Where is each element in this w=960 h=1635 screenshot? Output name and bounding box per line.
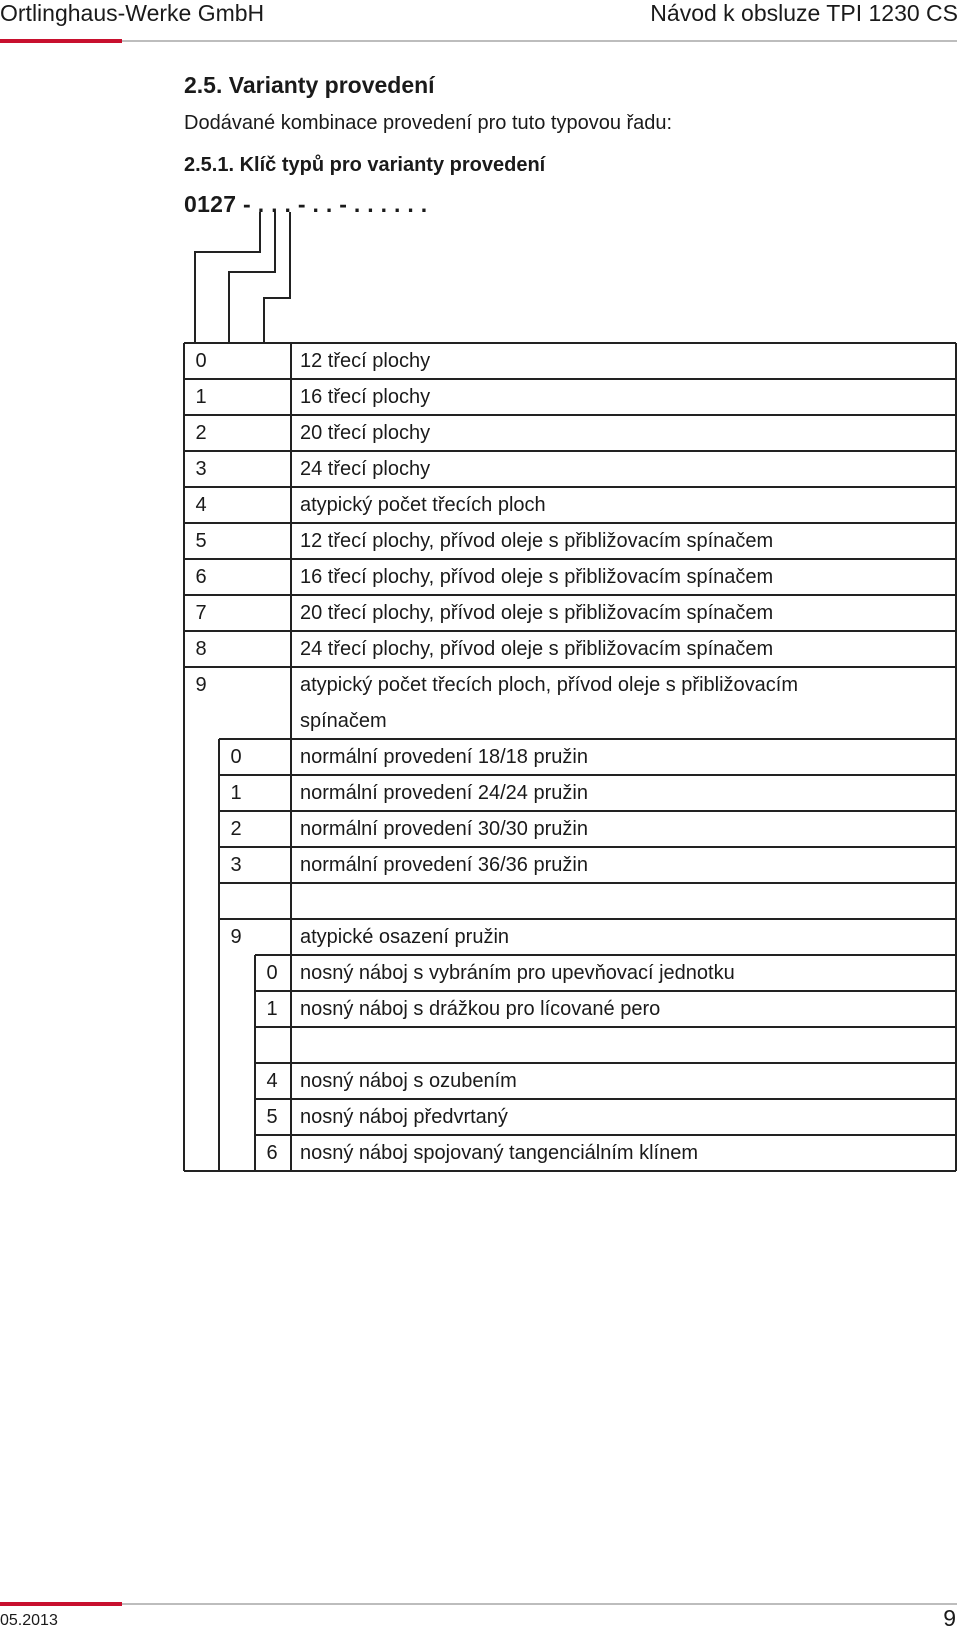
page-number: 9 xyxy=(943,1605,956,1631)
key-digit-group3: 4 xyxy=(266,1070,278,1092)
key-digit-group1: 6 xyxy=(195,566,207,588)
key-digit-group2: 1 xyxy=(230,782,242,804)
variant-description: 24 třecí plochy, přívod oleje s přibližovacím spínačem xyxy=(300,638,774,660)
key-digit-group3: 0 xyxy=(266,962,278,984)
variant-description: 12 třecí plochy, přívod oleje s přibližovacím spínačem xyxy=(300,530,774,552)
variant-description: atypický počet třecích ploch, přívod oleje s přibližovacím xyxy=(300,674,798,696)
key-digit-group1: 9 xyxy=(195,674,207,696)
variant-description: 20 třecí plochy, přívod oleje s přibližovacím spínačem xyxy=(300,602,774,624)
variant-description: 24 třecí plochy xyxy=(300,458,431,480)
document-title: Návod k obsluze TPI 1230 CS xyxy=(650,0,958,26)
section-heading: 2.5. Varianty provedení xyxy=(184,72,435,98)
footer-rule xyxy=(0,1603,957,1605)
key-digit-group2: 3 xyxy=(230,854,242,876)
footer-accent-bar xyxy=(0,1602,122,1606)
variant-description: normální provedení 18/18 pružin xyxy=(300,746,588,768)
variant-description: nosný náboj předvrtaný xyxy=(300,1106,508,1128)
key-digit-group2: 2 xyxy=(230,818,242,840)
variant-description: atypické osazení pružin xyxy=(300,926,510,948)
key-digit-group2: 9 xyxy=(230,926,242,948)
variant-description: normální provedení 24/24 pružin xyxy=(300,782,588,804)
variant-description: nosný náboj s drážkou pro lícované pero xyxy=(300,998,661,1020)
type-code: 0127 - . . . - . . - . . . . . . xyxy=(184,191,428,217)
variant-description: nosný náboj spojovaný tangenciálním klínem xyxy=(300,1142,699,1164)
key-digit-group2: 0 xyxy=(230,746,242,768)
variant-description: 20 třecí plochy xyxy=(300,422,431,444)
key-digit-group1: 3 xyxy=(195,458,207,480)
key-digit-group1: 4 xyxy=(195,494,207,516)
company-name: Ortlinghaus-Werke GmbH xyxy=(0,0,265,26)
section-intro: Dodávané kombinace provedení pro tuto typovou řadu: xyxy=(184,112,673,134)
variant-description: nosný náboj s ozubením xyxy=(300,1070,517,1092)
key-digit-group1: 1 xyxy=(195,386,207,408)
connector-line-1 xyxy=(195,212,260,343)
footer-date: 05.2013 xyxy=(0,1612,58,1629)
variant-description: atypický počet třecích ploch xyxy=(300,494,546,516)
key-digit-group1: 2 xyxy=(195,422,207,444)
variant-description-continued: spínačem xyxy=(300,710,387,732)
key-digit-group1: 0 xyxy=(195,350,207,372)
subsection-heading: 2.5.1. Klíč typů pro varianty provedení xyxy=(184,154,546,176)
key-digit-group1: 5 xyxy=(195,530,207,552)
variant-description: 12 třecí plochy xyxy=(300,350,431,372)
variant-description: nosný náboj s vybráním pro upevňovací jednotku xyxy=(300,962,735,984)
key-digit-group3: 1 xyxy=(266,998,278,1020)
key-digit-group3: 5 xyxy=(266,1106,278,1128)
variant-description: 16 třecí plochy xyxy=(300,386,431,408)
connector-line-3 xyxy=(264,212,290,343)
variant-description: 16 třecí plochy, přívod oleje s přibližovacím spínačem xyxy=(300,566,774,588)
variant-description: normální provedení 30/30 pružin xyxy=(300,818,588,840)
key-digit-group3: 6 xyxy=(266,1142,278,1164)
key-digit-group1: 7 xyxy=(195,602,207,624)
key-digit-group1: 8 xyxy=(195,638,207,660)
connector-line-2 xyxy=(229,212,275,343)
variant-description: normální provedení 36/36 pružin xyxy=(300,854,588,876)
